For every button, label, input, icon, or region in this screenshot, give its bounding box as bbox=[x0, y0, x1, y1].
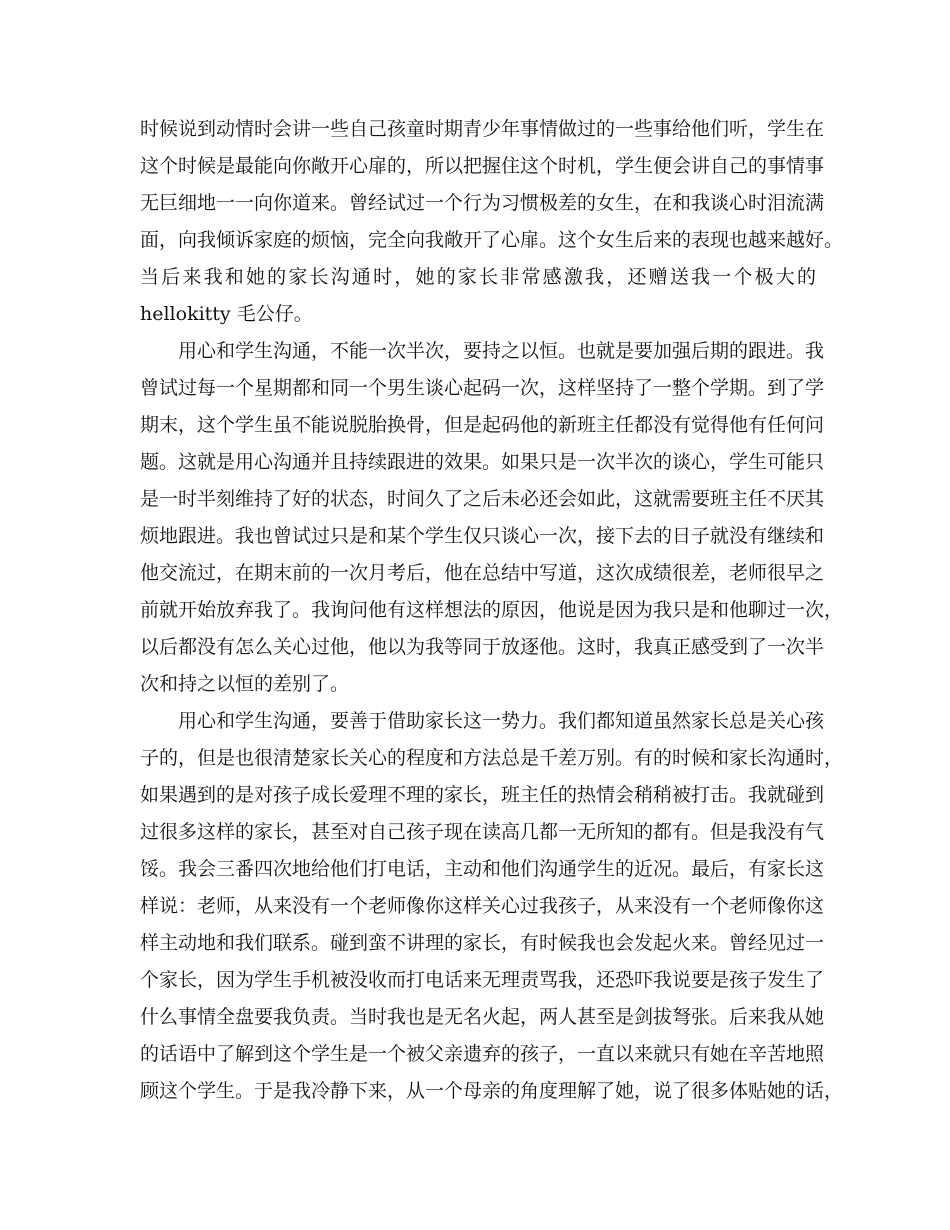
text-line: 以后都没有怎么关心过他，他以为我等同于放逐他。这时，我真正感受到了一次半 bbox=[140, 636, 825, 658]
text-line: 馁。我会三番四次地给他们打电话，主动和他们沟通学生的近况。最后，有家长这 bbox=[140, 858, 825, 880]
text-line: 的话语中了解到这个学生是一个被父亲遗弃的孩子，一直以来就只有她在辛苦地照 bbox=[140, 1043, 825, 1065]
text-line: 顾这个学生。于是我冷静下来，从一个母亲的角度理解了她，说了很多体贴她的话， bbox=[140, 1080, 844, 1102]
text-line: hellokitty 毛公仔。 bbox=[140, 303, 313, 325]
text-line: 前就开始放弃我了。我询问他有这样想法的原因，他说是因为我只是和他聊过一次， bbox=[140, 599, 844, 621]
text-line: 样主动地和我们联系。碰到蛮不讲理的家长，有时候我也会发起火来。曾经见过一 bbox=[140, 932, 825, 954]
text-line: 是一时半刻维持了好的状态，时间久了之后未必还会如此，这就需要班主任不厌其 bbox=[140, 488, 825, 510]
text-line: 他交流过，在期末前的一次月考后，他在总结中写道，这次成绩很差，老师很早之 bbox=[140, 562, 825, 584]
text-line: 时候说到动情时会讲一些自己孩童时期青少年事情做过的一些事给他们听，学生在 bbox=[140, 118, 825, 140]
text-line: 次和持之以恒的差别了。 bbox=[140, 673, 350, 695]
text-line: 面，向我倾诉家庭的烦恼，完全向我敞开了心扉。这个女生后来的表现也越来越好。 bbox=[140, 229, 844, 251]
text-line: 什么事情全盘要我负责。当时我也是无名火起，两人甚至是剑拔弩张。后来我从她 bbox=[140, 1006, 825, 1028]
text-line: 用心和学生沟通，不能一次半次，要持之以恒。也就是要加强后期的跟进。我 bbox=[178, 340, 825, 362]
paragraph-3 bbox=[140, 703, 844, 1110]
text-line: 期末，这个学生虽不能说脱胎换骨，但是起码他的新班主任都没有觉得他有任何问 bbox=[140, 414, 825, 436]
text-line: 个家长，因为学生手机被没收而打电话来无理责骂我，还恐吓我说要是孩子发生了 bbox=[140, 969, 825, 991]
paragraph-2 bbox=[140, 333, 844, 703]
text-line: 如果遇到的是对孩子成长爱理不理的家长，班主任的热情会稍稍被打击。我就碰到 bbox=[140, 784, 825, 806]
text-line: 无巨细地一一向你道来。曾经试过一个行为习惯极差的女生，在和我谈心时泪流满 bbox=[140, 192, 825, 214]
body-text bbox=[140, 111, 844, 1110]
text-line: 用心和学生沟通，要善于借助家长这一势力。我们都知道虽然家长总是关心孩 bbox=[178, 710, 825, 732]
text-line: 子的，但是也很清楚家长关心的程度和方法总是千差万别。有的时候和家长沟通时， bbox=[140, 747, 844, 769]
paragraph-1 bbox=[140, 111, 844, 333]
text-line: 样说：老师，从来没有一个老师像你这样关心过我孩子，从来没有一个老师像你这 bbox=[140, 895, 825, 917]
text-line: 题。这就是用心沟通并且持续跟进的效果。如果只是一次半次的谈心，学生可能只 bbox=[140, 451, 825, 473]
text-line: 曾试过每一个星期都和同一个男生谈心起码一次，这样坚持了一整个学期。到了学 bbox=[140, 377, 825, 399]
text-line: 烦地跟进。我也曾试过只是和某个学生仅只谈心一次，接下去的日子就没有继续和 bbox=[140, 525, 825, 547]
text-line: 这个时候是最能向你敞开心扉的，所以把握住这个时机，学生便会讲自己的事情事 bbox=[140, 155, 825, 177]
text-line: 当后来我和她的家长沟通时，她的家长非常感激我，还赠送我一个极大的 bbox=[140, 266, 816, 288]
text-line: 过很多这样的家长，甚至对自己孩子现在读高几都一无所知的都有。但是我没有气 bbox=[140, 821, 825, 843]
